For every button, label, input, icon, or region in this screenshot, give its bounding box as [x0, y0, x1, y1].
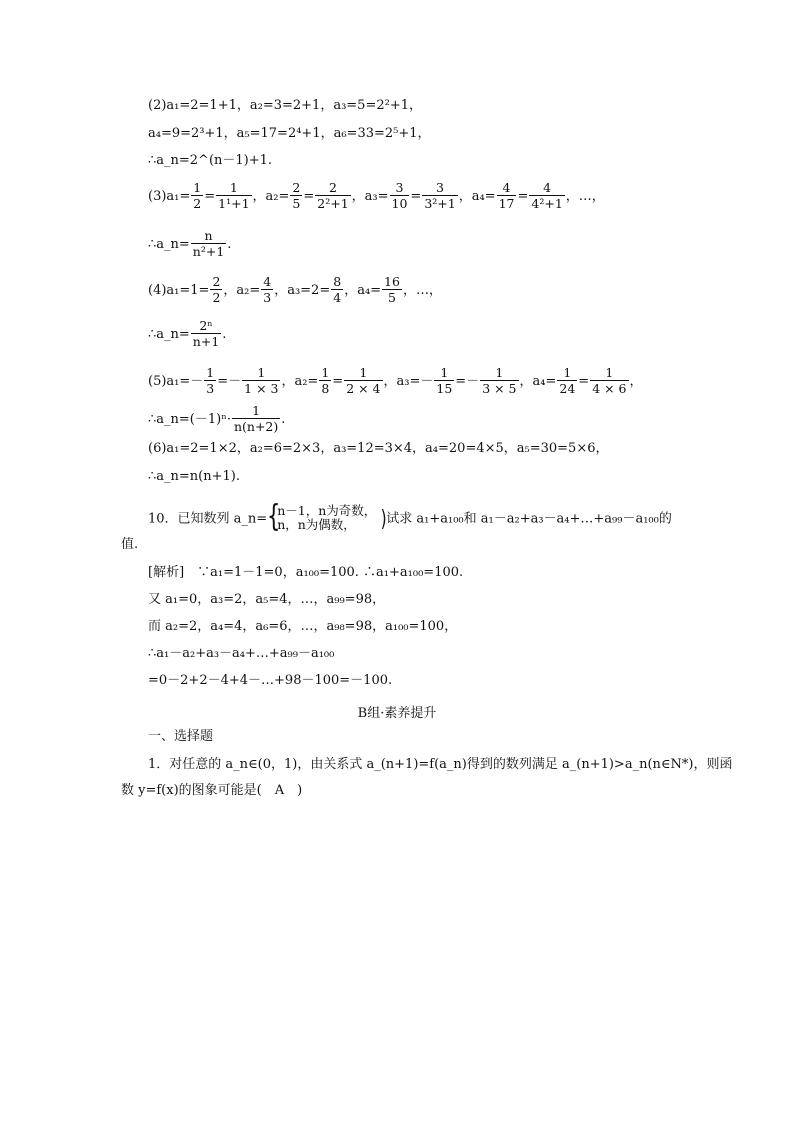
numerator: 2 [315, 181, 350, 196]
denominator: 3 [206, 381, 215, 396]
numerator: 1 [321, 365, 330, 380]
fraction [261, 275, 273, 304]
text: ，a₃= [351, 189, 389, 204]
line-p2-b: a₄=9=2³+1，a₅=17=2⁴+1，a₆=33=2⁵+1， [148, 126, 431, 141]
text: =－ [217, 374, 242, 389]
question-10-cont: 值. [121, 537, 139, 552]
text: ，a₂= [223, 283, 261, 298]
numerator: 4 [529, 181, 564, 196]
text: =－ [455, 374, 480, 389]
denominator: 3 [263, 290, 272, 305]
line-p4 [148, 276, 442, 305]
text: = [517, 189, 529, 204]
numerator: 8 [333, 274, 342, 289]
text: ∴a_n= [148, 237, 190, 252]
numerator: 1 [242, 366, 280, 381]
fraction [210, 275, 222, 304]
piece-row: n，n为偶数， [277, 517, 356, 532]
line-p2-a: (2)a₁=2=1+1，a₂=3=2+1，a₃=5=2²+1， [148, 98, 422, 113]
text: ， [629, 374, 643, 389]
fraction [590, 366, 628, 395]
text: 试求 a₁+a₁₀₀和 a₁－a₂+a₃－a₄+…+a₉₉－a₁₀₀的 [386, 511, 672, 527]
fraction [216, 181, 251, 210]
piece-row: n－1，n为奇数， [277, 503, 377, 518]
solution-line: ∴a₁－a₂+a₃－a₄+…+a₉₉－a₁₀₀ [148, 646, 335, 661]
fraction [315, 181, 350, 210]
text: ，…， [565, 189, 605, 204]
fraction [344, 366, 382, 395]
denominator: 1 × 3 [244, 381, 279, 396]
denominator: n+1 [192, 334, 220, 349]
piecewise-brace [267, 499, 387, 534]
text: . [281, 412, 286, 427]
fraction [497, 181, 517, 210]
line-p4-result [148, 320, 226, 349]
solution-line: 而 a₂=2，a₄=4，a₆=6，…，a₉₈=98，a₁₀₀=100， [148, 619, 458, 634]
denominator: 2 [193, 196, 202, 211]
numerator: 2 [212, 274, 221, 289]
text: ，a₃=2= [274, 283, 331, 298]
fraction [382, 275, 402, 304]
numerator: n [191, 229, 227, 244]
fraction [242, 366, 280, 395]
text: ，a₄= [458, 189, 496, 204]
question-10 [148, 499, 672, 534]
numerator: 1 [216, 181, 251, 196]
denominator: 17 [498, 196, 515, 211]
numerator: 1 [193, 180, 202, 195]
fraction [232, 404, 280, 433]
fraction [434, 366, 454, 395]
numerator: 1 [232, 404, 280, 419]
line-p5-result [148, 405, 285, 434]
section-title: B组·素养提升 [357, 706, 437, 721]
solution-line: [解析] ∵a₁=1－1=0，a₁₀₀=100. ∴a₁+a₁₀₀=100. [148, 565, 464, 580]
denominator: 4 [333, 290, 342, 305]
text: ，a₃=－ [383, 374, 434, 389]
subsection-title: 一、选择题 [148, 729, 214, 744]
fraction [331, 275, 343, 304]
line-p6: (6)a₁=2=1×2，a₂=6=2×3，a₃=12=3×4，a₄=20=4×5，a₅=30=5×6， [148, 441, 609, 456]
solution-line: 又 a₁=0，a₃=2，a₅=4，…，a₉₉=98， [148, 592, 386, 607]
denominator: 3 × 5 [482, 381, 517, 396]
text: ∴a_n= [148, 327, 190, 342]
denominator: 15 [436, 381, 453, 396]
fraction [191, 181, 203, 210]
text: 10．已知数列 a_n= [148, 511, 268, 527]
numerator: 1 [206, 365, 215, 380]
denominator: 10 [391, 196, 408, 211]
text: = [410, 189, 422, 204]
denominator: 3²+1 [424, 196, 456, 211]
text: ∴a_n=(－1)ⁿ· [148, 412, 231, 427]
line-p6-result: ∴a_n=n(n+1). [148, 469, 240, 484]
fraction [204, 366, 216, 395]
fraction [422, 181, 457, 210]
line-p2-result: ∴a_n=2^(n－1)+1. [148, 153, 273, 168]
denominator: 5 [292, 196, 301, 211]
numerator: 4 [497, 181, 517, 196]
numerator: 2 [292, 180, 301, 195]
text: ，…， [402, 283, 442, 298]
numerator: 16 [384, 274, 400, 289]
fraction [557, 366, 577, 395]
numerator: 3 [390, 181, 410, 196]
numerator: 1 [557, 366, 577, 381]
denominator: 24 [559, 381, 576, 396]
left-brace: { [267, 499, 281, 534]
text: . [222, 327, 227, 342]
denominator: 4²+1 [531, 196, 563, 211]
text: = [578, 374, 590, 389]
line-p5 [148, 367, 643, 396]
question-1-cont: 数 y=f(x)的图象可能是( A ) [121, 783, 303, 798]
numerator: 2ⁿ [191, 319, 221, 334]
denominator: 1¹+1 [218, 196, 250, 211]
text: (3)a₁= [148, 189, 191, 204]
denominator: n(n+2) [233, 419, 279, 434]
text: . [227, 237, 232, 252]
denominator: 2²+1 [317, 196, 349, 211]
text: ，a₄= [519, 374, 557, 389]
text: (4)a₁=1= [148, 283, 210, 298]
text: ，a₂= [252, 189, 290, 204]
text: = [303, 189, 315, 204]
fraction [529, 181, 564, 210]
fraction [191, 229, 227, 258]
text: ，a₂= [281, 374, 319, 389]
text: ，a₄= [344, 283, 382, 298]
solution-line: =0－2+2－4+4－…+98－100=－100. [148, 673, 393, 688]
question-1: 1．对任意的 a_n∈(0，1)，由关系式 a_(n+1)=f(a_n)得到的数列满足 a_(n+1)>a_n(n∈N*)，则函 [148, 757, 733, 772]
text: = [332, 374, 344, 389]
text: = [204, 189, 216, 204]
fraction [480, 366, 518, 395]
denominator: 4 × 6 [592, 381, 627, 396]
line-p3 [148, 182, 605, 211]
denominator: 2 × 4 [346, 381, 381, 396]
line-p3-result [148, 230, 231, 259]
right-brace: ) [380, 507, 387, 532]
numerator: 4 [263, 274, 272, 289]
numerator: 1 [590, 366, 628, 381]
numerator: 1 [344, 366, 382, 381]
numerator: 3 [422, 181, 457, 196]
numerator: 1 [480, 366, 518, 381]
text: (5)a₁=－ [148, 374, 204, 389]
denominator: 5 [388, 290, 396, 305]
fraction [290, 181, 302, 210]
numerator: 1 [434, 366, 454, 381]
fraction [319, 366, 331, 395]
fraction [191, 319, 221, 348]
denominator: n²+1 [192, 244, 225, 259]
denominator: 8 [321, 381, 330, 396]
denominator: 2 [212, 290, 221, 305]
fraction [390, 181, 410, 210]
